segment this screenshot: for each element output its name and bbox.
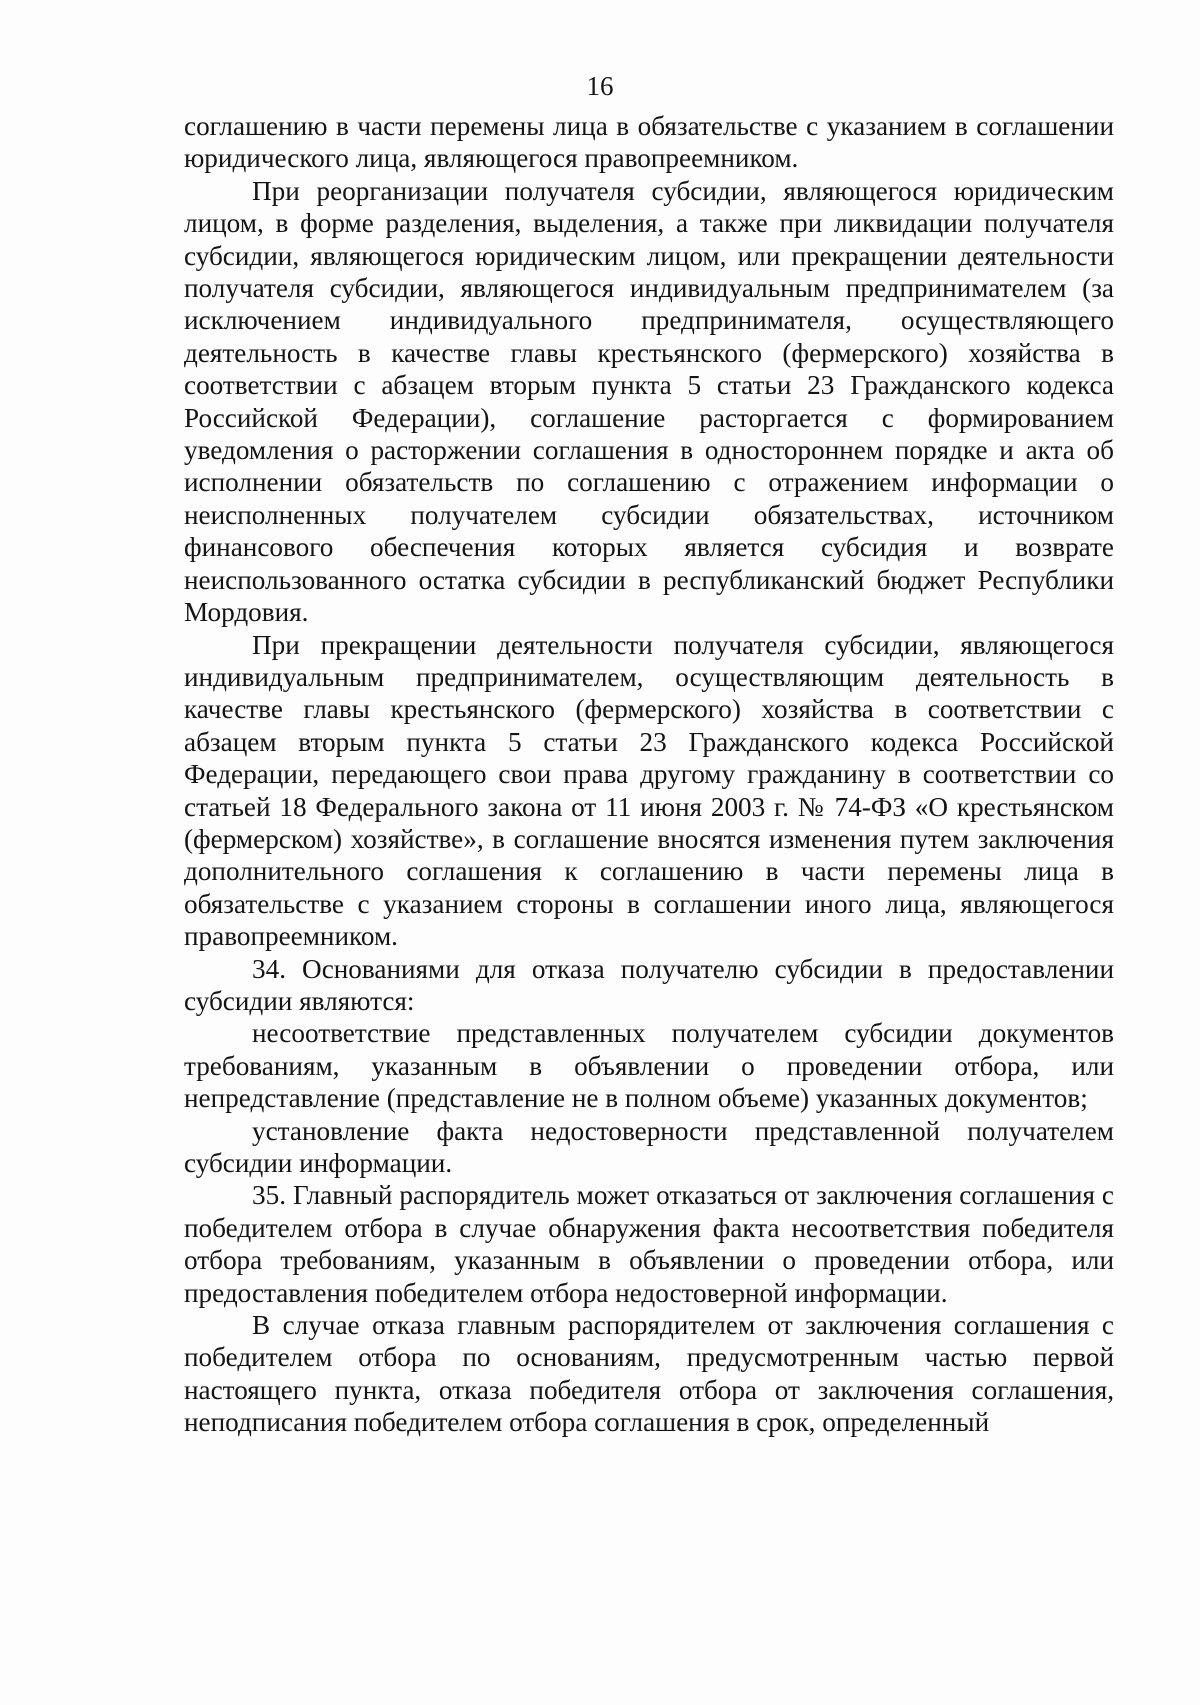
paragraph: 35. Главный распорядитель может отказаться от заключения соглашения с победителем отбора в случае обнаружения факта несоответствия победителя отбора требованиям, указанным в объявлении о проведении отбора, или предоставления победителем отбора недостоверной информации. bbox=[184, 1180, 1114, 1308]
paragraph: 34. Основаниями для отказа получателю субсидии в предоставлении субсидии являются: bbox=[184, 953, 1114, 1016]
paragraph: несоответствие представленных получателем субсидии документов требованиям, указанным в объявлении о проведении отбора, или непредставление (представление не в полном объеме) указанных документов; bbox=[184, 1018, 1114, 1114]
paragraph: установление факта недостоверности представленной получателем субсидии информации. bbox=[184, 1115, 1114, 1178]
paragraph: В случае отказа главным распорядителем от заключения соглашения с победителем отбора по основаниям, предусмотренным частью первой настоящего пункта, отказа победителя отбора от заключения соглашения, неподписания победителем отбора соглашения в срок, определенный bbox=[184, 1310, 1114, 1438]
paragraph: соглашению в части перемены лица в обязательстве с указанием в соглашении юридического лица, являющегося правопреемником. bbox=[184, 111, 1114, 174]
paragraph: При реорганизации получателя субсидии, являющегося юридическим лицом, в форме разделения, выделения, а также при ликвидации получателя субсидии, являющегося юридическим лицом, или прекращении деятельности получателя субсидии, являющегося индивидуальным предпринимателем (за исключением индивидуального предпринимателя, осуществляющего деятельность в качестве главы крестьянского (фермерского) хозяйства в соответствии с абзацем вторым пункта 5 статьи 23 Гражданского кодекса Российской Федерации), соглашение расторгается с формированием уведомления о расторжении соглашения в одностороннем порядке и акта об исполнении обязательств по соглашению с отражением информации о неисполненных получателем субсидии обязательствах, источником финансового обеспечения которых является субсидия и возврате неиспользованного остатка субсидии в республиканский бюджет Республики Мордовия. bbox=[184, 175, 1114, 628]
document-body bbox=[184, 110, 1114, 1439]
page-number: 16 bbox=[586, 71, 614, 101]
paragraph: При прекращении деятельности получателя субсидии, являющегося индивидуальным предпринимателем, осуществляющим деятельность в качестве главы крестьянского (фермерского) хозяйства в соответствии с абзацем вторым пункта 5 статьи 23 Гражданского кодекса Российской Федерации, передающего свои права другому гражданину в соответствии со статьей 18 Федерального закона от 11 июня 2003 г. № 74-ФЗ «О крестьянском (фермерском) хозяйстве», в соглашение вносятся изменения путем заключения дополнительного соглашения к соглашению в части перемены лица в обязательстве с указанием стороны в соглашении иного лица, являющегося правопреемником. bbox=[184, 629, 1114, 952]
